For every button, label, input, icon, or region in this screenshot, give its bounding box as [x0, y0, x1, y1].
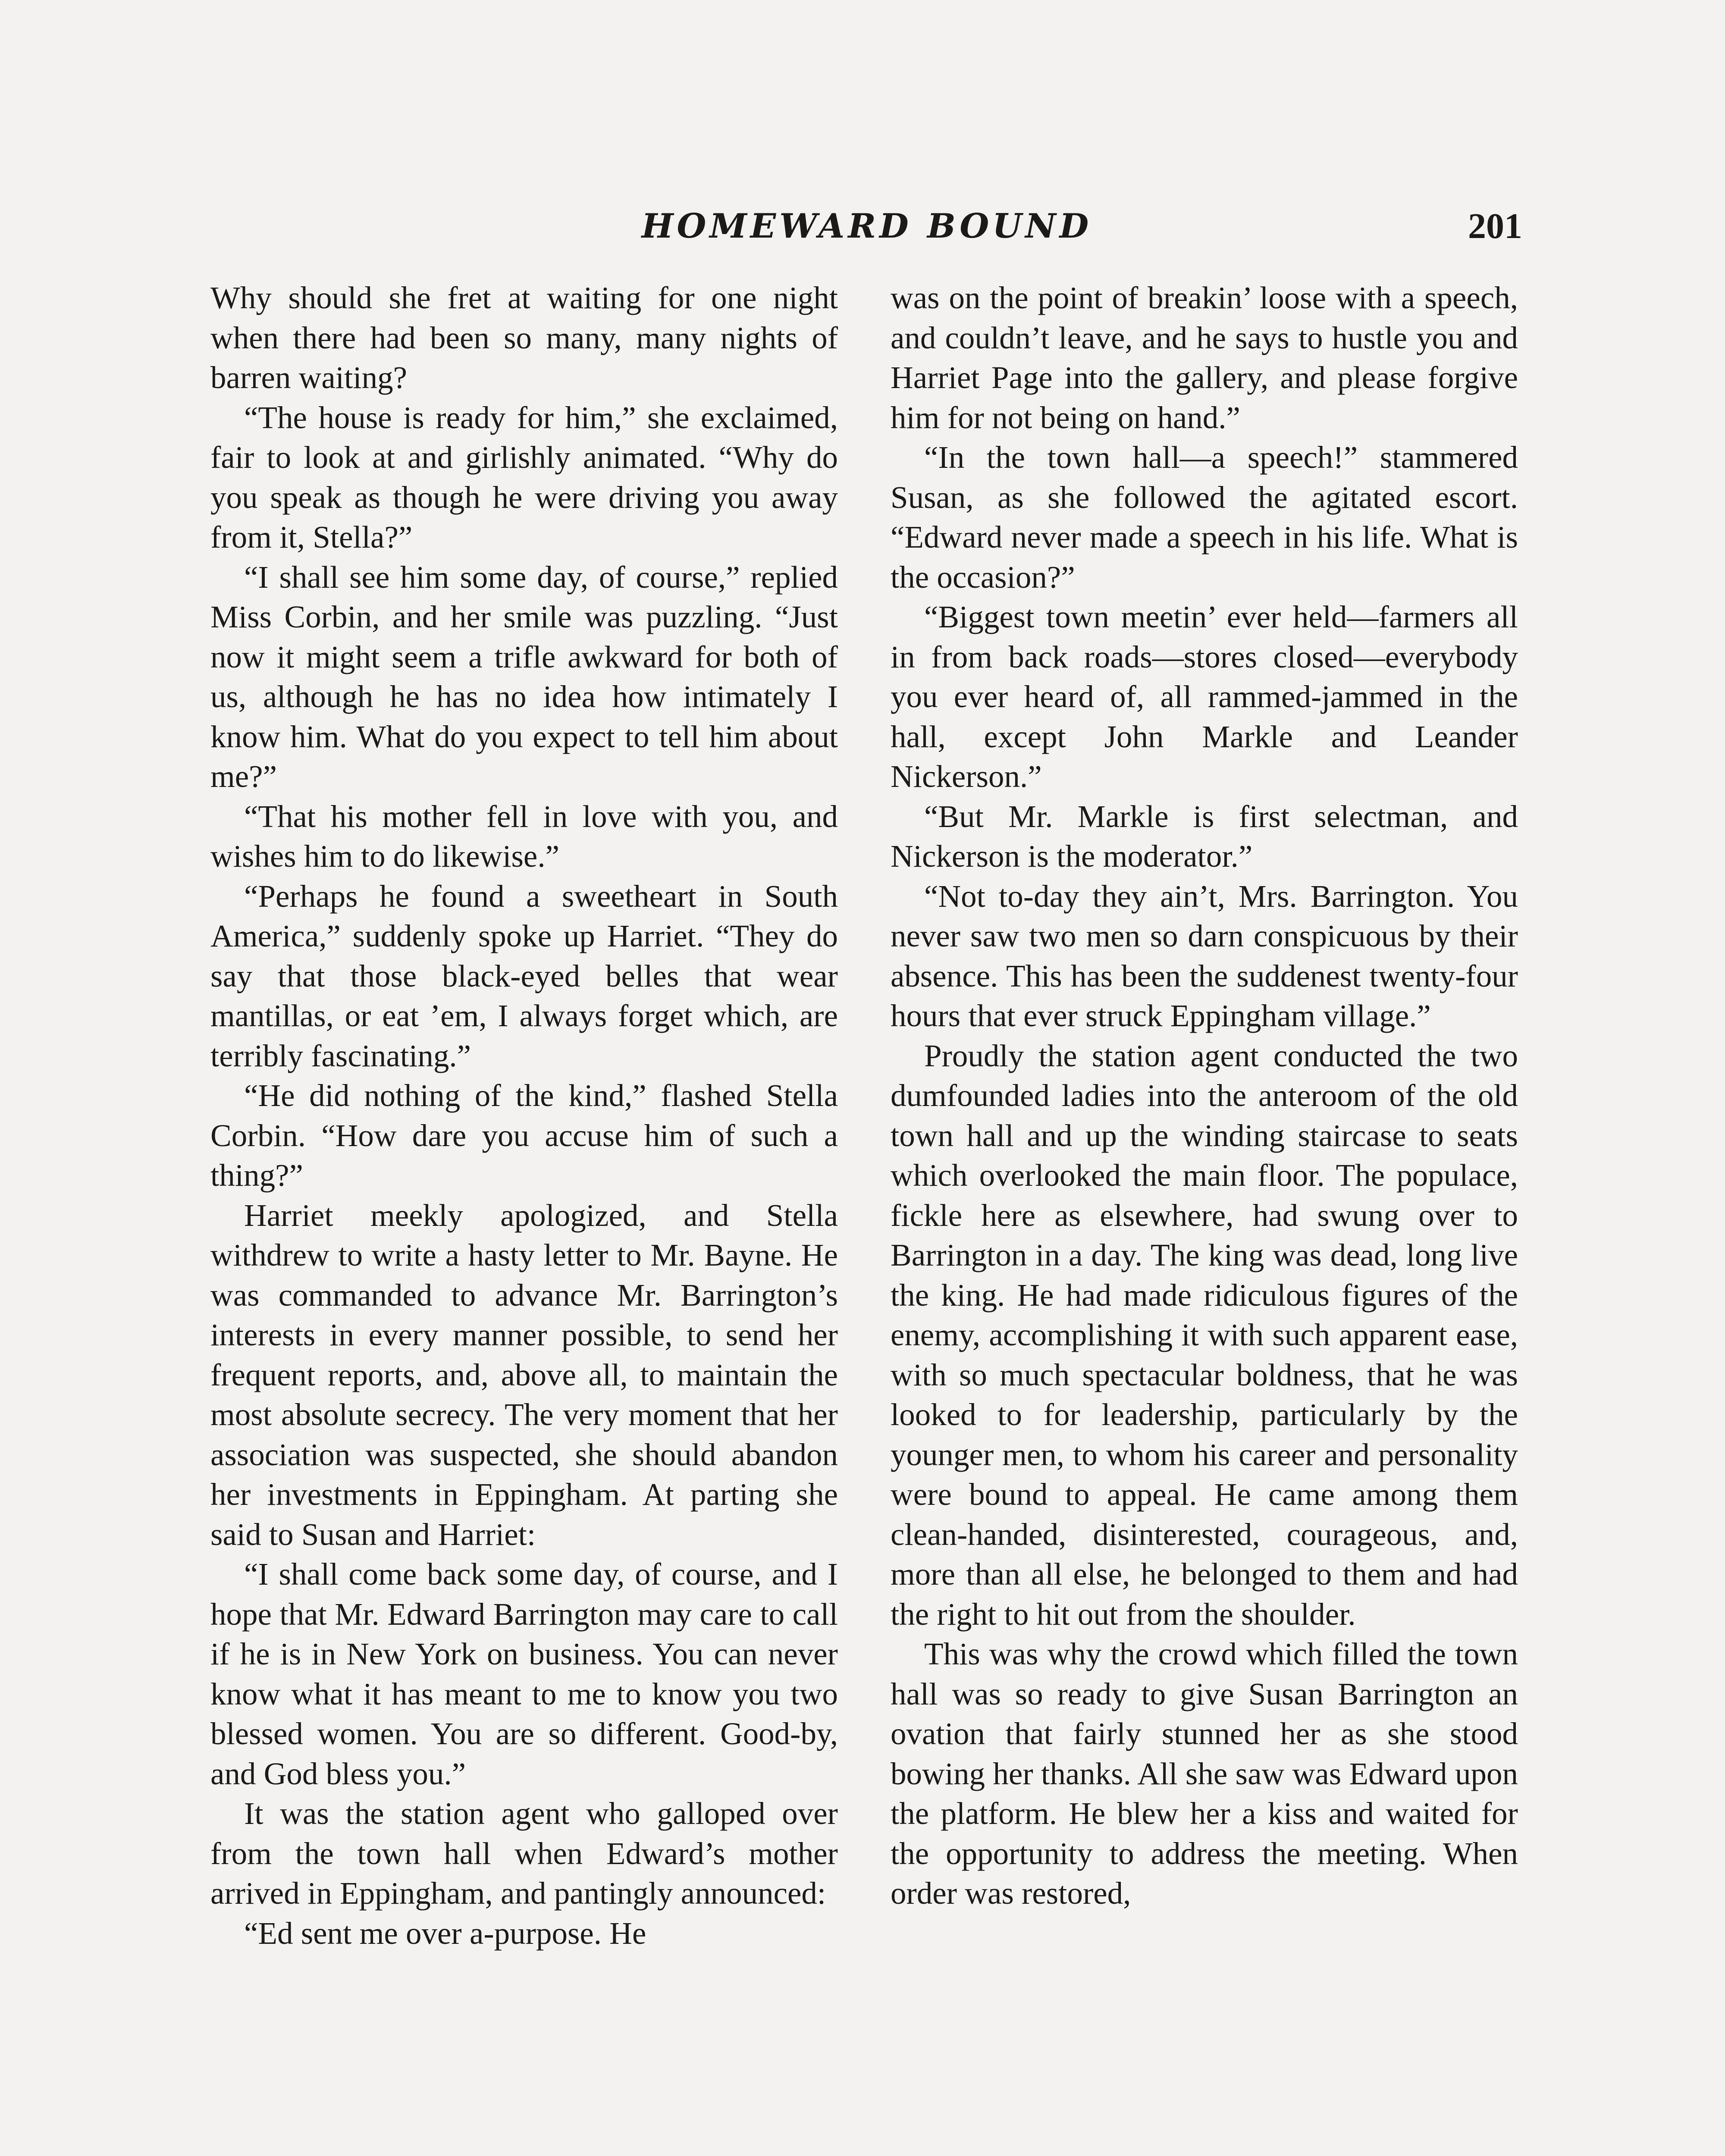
- paragraph: was on the point of breakin’ loose with a speech, and couldn’t leave, and he says to hustle you and Harriet Page into the gallery, and please forgive him for not being on hand.”: [891, 280, 1518, 435]
- paragraph: “Biggest town meetin’ ever held—farmers all in from back roads—stores closed—everybody you ever heard of, all rammed-jammed in the hall, except John Markle and Leander Nickerson.”: [891, 599, 1518, 794]
- paragraph: Proudly the station agent conducted the two dumfounded ladies into the anteroom of the old town hall and up the winding staircase to seats which overlooked the main floor. The populace, fickle here as elsewhere, had swung over to Barrington in a day. The king was dead, long live the king. He had made ridiculous figures of the enemy, accomplishing it with such apparent ease, with so much spectacular boldness, that he was looked to for leadership, particularly by the younger men, to whom his career and personality were bound to appeal. He came among them clean-handed, disinterested, courageous, and, more than all else, he belonged to them and had the right to hit out from the shoulder.: [891, 1038, 1518, 1632]
- paragraph: “Perhaps he found a sweetheart in South America,” suddenly spoke up Harriet. “They do say that those black-eyed belles that wear mantillas, or eat ’em, I always forget which, are terribly fascinating.”: [210, 878, 838, 1073]
- paragraph: “I shall come back some day, of course, and I hope that Mr. Edward Barrington may care to call if he is in New York on business. You can never know what it has meant to me to know you two blessed women. You are so different. Good-by, and God bless you.”: [210, 1557, 838, 1791]
- paragraph: “In the town hall—a speech!” stammered Susan, as she followed the agitated escort. “Edward never made a speech in his life. What is the occasion?”: [891, 440, 1518, 595]
- paragraph: Harriet meekly apologized, and Stella withdrew to write a hasty letter to Mr. Bayne. He was commanded to advance Mr. Barrington’s interests in every manner possible, to send her frequent reports, and, above all, to maintain the most absolute secrecy. The very moment that her association was suspected, she should abandon her investments in Eppingham. At parting she said to Susan and Harriet:: [210, 1197, 838, 1552]
- running-head: [211, 203, 1522, 254]
- paragraph: “Not to-day they ain’t, Mrs. Barrington. You never saw two men so darn conspicuous by their absence. This has been the suddenest twenty-four hours that ever struck Eppingham village.”: [891, 878, 1518, 1033]
- paragraph: “That his mother fell in love with you, and wishes him to do likewise.”: [210, 799, 838, 874]
- paragraph: “I shall see him some day, of course,” replied Miss Corbin, and her smile was puzzling. “Just now it might seem a trifle awkward for both of us, although he has no idea how intimately I know him. What do you expect to tell him about me?”: [210, 559, 838, 794]
- text-column-right: [891, 278, 1518, 2156]
- paragraph: “But Mr. Markle is first selectman, and Nickerson is the moderator.”: [891, 799, 1518, 874]
- paragraph: “The house is ready for him,” she exclaimed, fair to look at and girlishly animated. “Why do you speak as though he were driving you away from it, Stella?”: [210, 400, 838, 555]
- paragraph: This was why the crowd which filled the town hall was so ready to give Susan Barrington an ovation that fairly stunned her as she stood bowing her thanks. All she saw was Edward upon the platform. He blew her a kiss and waited for the opportunity to address the meeting. When order was restored,: [891, 1636, 1518, 1911]
- running-title: HOMEWARD BOUND: [641, 207, 1092, 246]
- page-number: 201: [1468, 206, 1522, 246]
- paragraph: It was the station agent who galloped over from the town hall when Edward’s mother arrived in Eppingham, and pantingly announced:: [210, 1796, 838, 1911]
- paragraph: “He did nothing of the kind,” flashed Stella Corbin. “How dare you accuse him of such a thing?”: [210, 1078, 838, 1193]
- paragraph: “Ed sent me over a-purpose. He: [244, 1915, 646, 1951]
- text-column-left: [210, 278, 838, 2156]
- paragraph: Why should she fret at waiting for one night when there had been so many, many nights of barren waiting?: [210, 280, 838, 395]
